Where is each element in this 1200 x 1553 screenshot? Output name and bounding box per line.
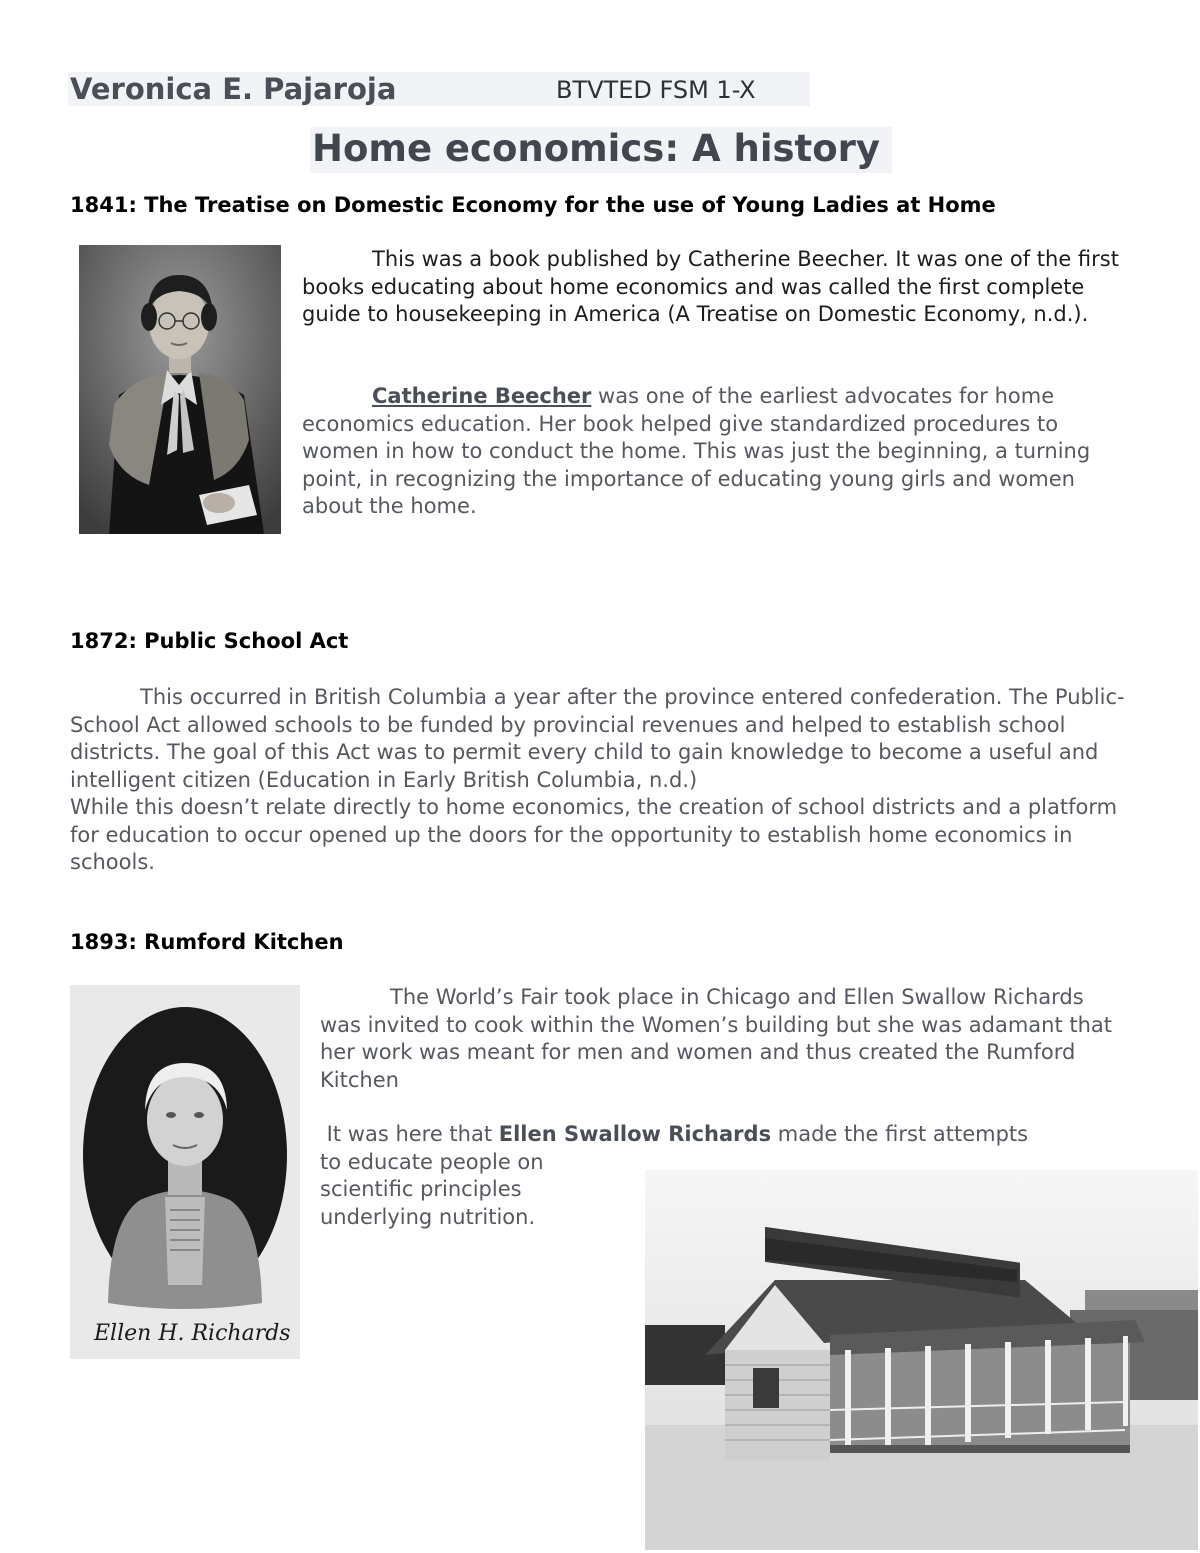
ellen-richards-signature: Ellen H. Richards <box>94 1321 291 1346</box>
paragraph-1893-fair-text: The World’s Fair took place in Chicago and Ellen Swallow Richards was invited to cook within the Women’s building but she was adamant that her work was meant for men and women and thus created the Rumford Kitchen <box>320 985 1113 1092</box>
paragraph-1841-intro <box>302 246 1132 329</box>
course-code: BTVTED FSM 1-X <box>556 76 756 104</box>
paragraph-1872-relation-text: While this doesn’t relate directly to home economics, the creation of school districts and a platform for education to occur opened up the doors for the opportunity to establish home economics in schools. <box>70 795 1118 874</box>
heading-1893: 1893: Rumford Kitchen <box>70 930 344 954</box>
paragraph-1841-beecher-text: was one of the earliest advocates for home economics education. Her book helped give standardized procedures to women in how to conduct the home. This was just the beginning, a turning point, in recognizing the importance of educating young girls and women about the home. <box>302 384 1091 518</box>
heading-1872: 1872: Public School Act <box>70 629 349 653</box>
richards-text-after: made the first attempts <box>771 1122 1029 1146</box>
author-name: Veronica E. Pajaroja <box>70 72 397 106</box>
richards-text-line3: scientific principles <box>320 1177 522 1201</box>
page-title: Home economics: A history <box>312 127 881 170</box>
paragraph-1841-intro-text: This was a book published by Catherine Beecher. It was one of the first books educating about home economics and was called the first complete guide to housekeeping in America (A Treatise on Domestic Economy, n.d.). <box>302 247 1119 326</box>
ellen-richards-photo <box>70 985 300 1359</box>
richards-text-line4: underlying nutrition. <box>320 1204 536 1229</box>
paragraph-1872-act <box>70 684 1130 877</box>
heading-1841: 1841: The Treatise on Domestic Economy for the use of Young Ladies at Home <box>70 193 996 217</box>
ellen-richards-name: Ellen Swallow Richards <box>498 1122 772 1146</box>
paragraph-1872-act-text: This occurred in British Columbia a year after the province entered confederation. The Public-School Act allowed schools to be funded by provincial revenues and helped to establish school districts. The goal of this Act was to permit every child to gain knowledge to become a useful and intelligent citizen (Education in Early British Columbia, n.d.) <box>70 685 1125 792</box>
catherine-beecher-photo <box>79 245 281 534</box>
richards-text-line2: to educate people on <box>320 1149 544 1174</box>
catherine-beecher-link[interactable]: Catherine Beecher <box>372 384 592 408</box>
richards-text-before: It was here that <box>320 1122 499 1146</box>
rumford-kitchen-photo <box>645 1170 1198 1550</box>
paragraph-1841-beecher <box>302 383 1132 521</box>
paragraph-1893-fair <box>320 984 1120 1094</box>
